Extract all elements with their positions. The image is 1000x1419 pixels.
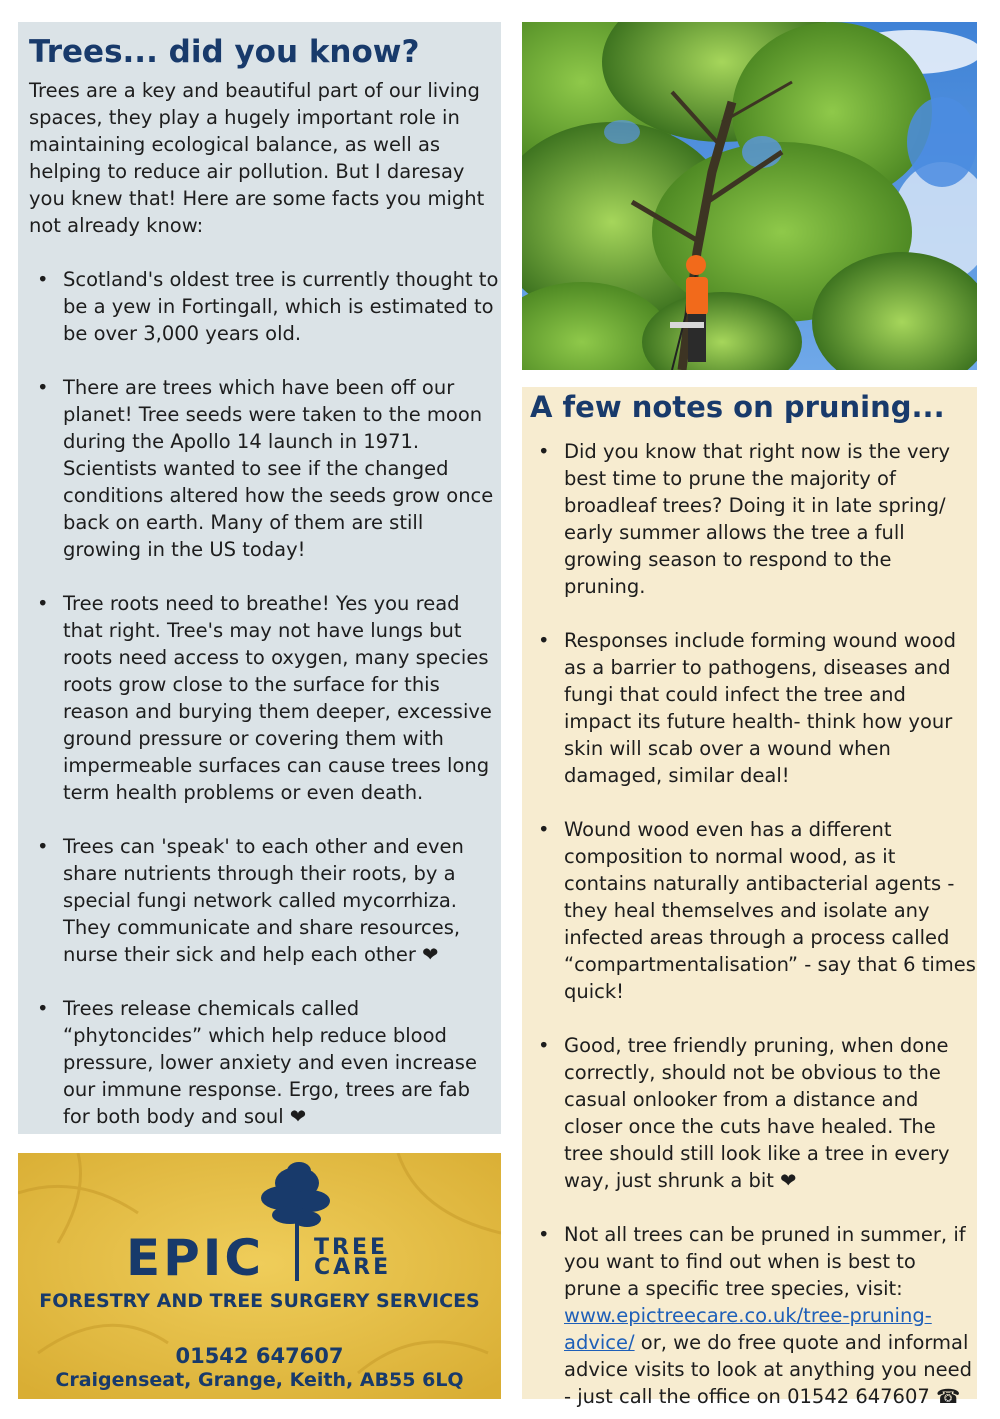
fact-text: Scotland's oldest tree is currently thought to be a yew in Fortingall, which is estimated to be over 3,000 years old. [63,268,499,345]
list-item [29,590,501,806]
facts-title: Trees... did you know? [29,34,420,70]
logo-phone: 01542 647607 [175,1344,344,1368]
pruning-list [530,438,977,1410]
logo-tagline: FORESTRY AND TREE SURGERY SERVICES [39,1290,480,1312]
pruning-text-after: or, we do free quote and informal advice visits to look at anything you need - just call the office on 01542 647607 ☎ [564,1331,973,1408]
company-logo-card [18,1153,501,1399]
list-item [530,1221,977,1410]
logo-brand-epic: EPIC [126,1229,265,1287]
logo-brand-care: CARE [314,1255,392,1280]
facts-panel [18,22,501,1134]
pruning-text-before: Not all trees can be pruned in summer, if you want to find out when is best to prune a specific tree species, visit: [564,1223,966,1300]
list-item [29,995,501,1130]
bullet-icon: • [37,268,49,291]
pruning-advice-link[interactable]: www.epictreecare.co.uk/tree-pruning-advice/ [564,1304,932,1354]
logo-address: Craigenseat, Grange, Keith, AB55 6LQ [55,1369,464,1391]
list-item [29,374,501,563]
facts-list [29,266,501,1130]
pruning-title: A few notes on pruning... [530,390,945,424]
list-item [530,627,977,789]
list-item [530,1032,977,1194]
bullet-icon: • [538,629,550,652]
pruning-text: Wound wood even has a different composition to normal wood, as it contains naturally antibacterial agents - they heal themselves and isolate any infected areas through a process called “compartmentalisation” - say that 6 times quick! [564,818,976,1003]
tree-climber-photo [522,22,977,370]
facts-intro: Trees are a key and beautiful part of our living spaces, they play a hugely important role in maintaining ecological balance, as well as helping to reduce air pollution. But I daresay you knew that! Here are some facts you might not already know: [29,79,485,237]
bullet-icon: • [37,997,49,1020]
bullet-icon: • [538,440,550,463]
bullet-icon: • [37,835,49,858]
pruning-panel [522,387,977,1408]
bullet-icon: • [538,1223,550,1246]
bullet-icon: • [538,818,550,841]
pruning-text: Good, tree friendly pruning, when done correctly, should not be obvious to the casual onlooker from a distance and closer once the cuts have healed. The tree should still look like a tree in every way, just shrunk a bit ❤ [564,1034,950,1192]
list-item [530,816,977,1005]
tree-photo-illustration [522,22,977,370]
list-item [29,833,501,968]
list-item [530,438,977,600]
pruning-text: Responses include forming wound wood as a barrier to pathogens, diseases and fungi that could infect the tree and impact its future health- think how your skin will scab over a wound when damaged, similar deal! [564,629,957,787]
list-item [29,266,501,347]
bullet-icon: • [37,592,49,615]
fact-text: Trees release chemicals called “phytoncides” which help reduce blood pressure, lower anxiety and even increase our immune response. Ergo, trees are fab for both body and soul ❤ [63,997,477,1128]
bullet-icon: • [538,1034,550,1057]
logo-brand-tree: TREE [314,1235,389,1260]
pruning-text: Did you know that right now is the very best time to prune the majority of broadleaf trees? Doing it in late spring/ early summer allows the tree a full growing season to respond to the pruning. [564,440,951,598]
bullet-icon: • [37,376,49,399]
fact-text: Trees can 'speak' to each other and even share nutrients through their roots, by a special fungi network called mycorrhiza. They communicate and share resources, nurse their sick and help each other ❤ [63,835,464,966]
fact-text: Tree roots need to breathe! Yes you read that right. Tree's may not have lungs but roots need access to oxygen, many species roots grow close to the surface for this reason and burying them deeper, excessive ground pressure or covering them with impermeable surfaces can cause trees long term health problems or even death. [63,592,492,804]
fact-text: There are trees which have been off our planet! Tree seeds were taken to the moon during the Apollo 14 launch in 1971. Scientists wanted to see if the changed conditions altered how the seeds grow once back on earth. Many of them are still growing in the US today! [63,376,494,561]
